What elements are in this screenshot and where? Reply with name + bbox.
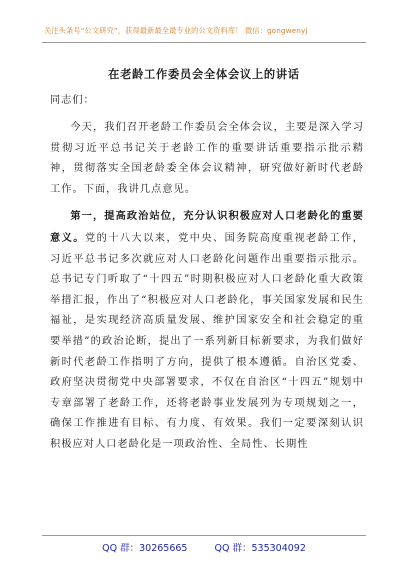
qq-group-2: QQ 群：535304092 — [214, 543, 306, 554]
document-body — [50, 92, 364, 462]
header-note: 关注头条号“公文研究”，获得最新最全最专业的公文资料库！ 微信：gongwenyj — [44, 26, 308, 35]
salutation: 同志们： — [50, 95, 95, 106]
paragraph-text: 党的十八大以来，党中央、国务院高度重视老龄工作，习近平总书记多次就应对人口老龄化问题作出重要指示批示。总书记专门听取了“十四五”时期积极应对人口老龄化重大政策举措汇报，作出了“积极应对人口老龄化，事关国家发展和民生福祉，是实现经济高质量发展、维护国家安全和社会稳定的重要举措”的政治论断，提出了一系列新目标新要求，为我们做好新时代老龄工作指明了方向，提供了根本遵循。自治区党委、政府坚决贯彻党中央部署要求，不仅在自治区“十四五”规划中专章部署了老龄工作，还将老龄事业发展列为专项规划之一，确保工作推进有目标、有力度、有效果。我们一定要深刻认识积极应对人口老龄化是一项政治性、全局性、长期性 — [50, 232, 364, 450]
footer-contacts — [0, 540, 408, 554]
qq-group-1: QQ 群：30265665 — [102, 543, 188, 554]
document-title: 在老龄工作委员会全体会议上的讲话 — [108, 68, 300, 81]
paragraph-first-point — [50, 206, 364, 455]
paragraph-lead: 第一，提高政治站位，充分认识积极应对人口老龄化的重要意义。 — [50, 210, 364, 244]
header-divider — [42, 42, 366, 43]
paragraph-text: 今天，我们召开老龄工作委员会全体会议，主要是深入学习贯彻习近平总书记关于老龄工作的重要讲话重要指示批示精神，贯彻落实全国老龄委全体会议精神，研究做好新时代老龄工作。下面，我讲几点意见。 — [50, 122, 364, 195]
footer-divider — [42, 535, 366, 536]
paragraph-opening — [50, 118, 364, 200]
